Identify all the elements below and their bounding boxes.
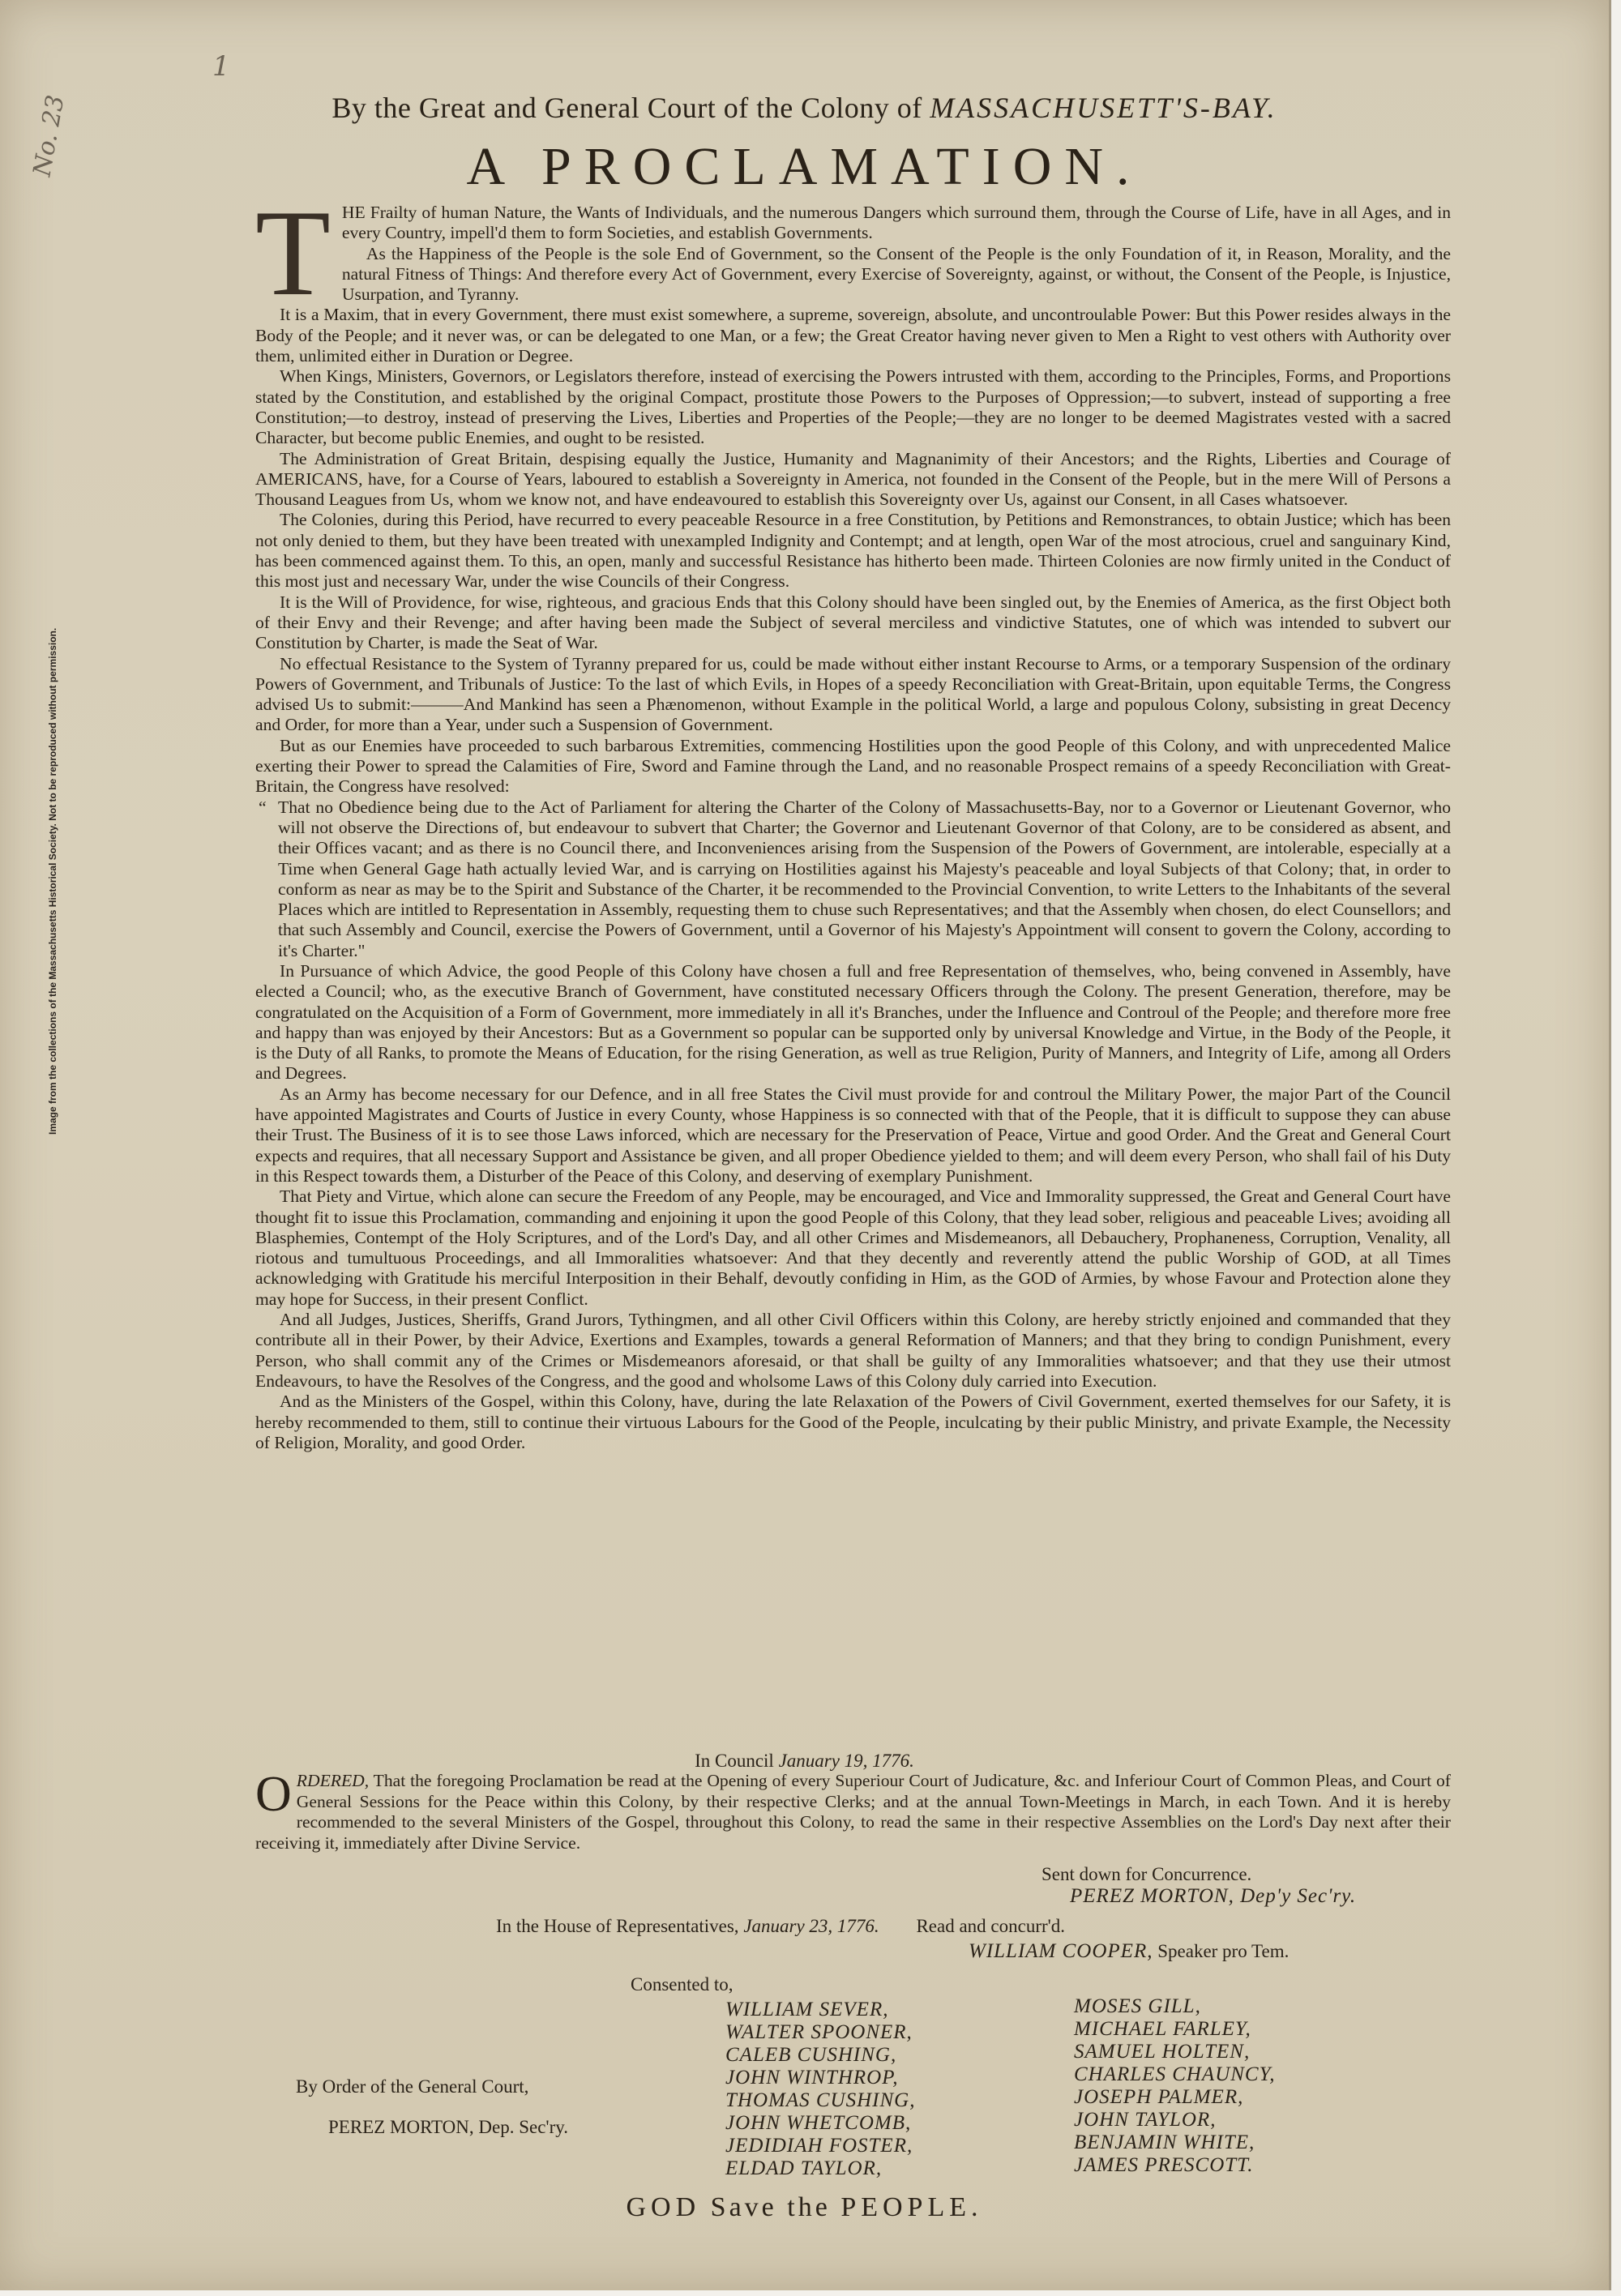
- ordered-drop-cap: O: [255, 1767, 292, 1822]
- council-member: CALEB CUSHING,: [725, 2044, 897, 2066]
- drop-cap: T: [255, 185, 331, 321]
- paragraph: That Piety and Virtue, which alone can secure the Freedom of any People, may be encouraged, and Vice and Immorality suppressed, the Great and General Court have thought fit to issue this Proclamation, commanding and enjoining it upon the good People of this Colony, that they lead sober, religious and peaceable Lives; avoiding all Blasphemies, Contempt of the Holy Scriptures, and of the Lord's Day, and all other Crimes and Misdemeanors, all Debauchery, Prophaneness, Corruption, Venality, all riotous and tumultuous Proceedings, and all Immoralities whatsoever: And that they decently and reverently attend the public Worship of GOD, at all Times acknowledging with Gratitude his merciful Interposition in their Behalf, devoutly confiding in Him, as the GOD of Armies, by whose Favour and Protection alone they may hope for Success, in their present Conflict.: [255, 1186, 1451, 1309]
- motto-god: GOD: [626, 2192, 701, 2222]
- heading-colony: MASSACHUSETT'S-BAY.: [930, 92, 1277, 124]
- page-title: A PROCLAMATION.: [466, 137, 1143, 196]
- council-member: WALTER SPOONER,: [725, 2021, 913, 2043]
- house-date: January 23, 1776.: [743, 1916, 879, 1936]
- ordered-paragraph: [255, 1767, 1451, 1853]
- motto-people: PEOPLE.: [840, 2192, 983, 2222]
- motto-save: Save the: [710, 2192, 831, 2222]
- paragraph: In Pursuance of which Advice, the good People of this Colony have chosen a full and free Representation of themselves, who, being convened in Assembly, have elected a Council; who, as the executive Branch of Government, have constituted necessary Officers through the Colony. The present Generation, therefore, may be congratulated on the Acquisition of a Form of Government, more immediately in all it's Branches, under the Influence and Controul of the People; and therefore more free and happy than was enjoyed by their Ancestors: But as a Government so popular can be supported only by universal Knowledge and Virtue, in the Body of the People, it is the Duty of all Ranks, to promote the Means of Education, for the rising Generation, as well as true Religion, Purity of Manners, and Integrity of Life, among all Orders and Degrees.: [255, 960, 1451, 1084]
- council-date: January 19, 1776.: [778, 1751, 914, 1771]
- council-member: JEDIDIAH FOSTER,: [725, 2135, 913, 2157]
- congress-resolve-quote: “ That no Obedience being due to the Act of Parliament for altering the Charter of the Colony of Massachusetts-Bay, nor to a Governor or Lieutenant Governor, who will not observe the Directions of, but endeavour to subvert that Charter; the Governor and Lieutenant Governor of that Colony, are to be considered as absent, and their Offices vacant; and as there is no Council there, and Inconveniences arising from the Suspension of the Powers of Government, are intolerable, especially at a Time when General Gage hath actually levied War, and is carrying on Hostilities against his Majesty's peaceable and loyal Subjects of that Colony; that, in order to conform as near as may be to the Spirit and Substance of the Charter, it be recommended to the Provincial Convention, to write Letters to the Inhabitants of the several Places which are intitled to Representation in Assembly, requesting them to chuse such Representatives; and that the Assembly when chosen, do elect Counsellors; and that such Assembly and Council, exercise the Powers of Government, until a Governor of his Majesty's Appointment will consent to govern the Colony, according to it's Charter.": [255, 797, 1451, 961]
- house-suffix: Read and concurr'd.: [916, 1916, 1066, 1936]
- speaker-title: Speaker pro Tem.: [1157, 1941, 1290, 1961]
- paragraph: It is a Maxim, that in every Government, there must exist somewhere, a supreme, sovereign, absolute, and uncontroulable Power: But this Power resides always in the Body of the People; and it never was, or can be delegated to one Man, or a few; the Great Creator having never given to Men a Right to vest others with Authority over them, unlimited either in Duration or Degree.: [255, 305, 1451, 366]
- council-member: SAMUEL HOLTEN,: [1074, 2041, 1251, 2063]
- council-date-line: [0, 1751, 1609, 1772]
- paragraph: No effectual Resistance to the System of Tyranny prepared for us, could be made without either instant Recourse to Arms, or a temporary Suspension of the ordinary Powers of Government, and Tribunals of Justice: To the last of which Evils, in Hopes of a speedy Reconciliation with Great-Britain, upon equitable Terms, the Congress advised Us to submit:———And Mankind has seen a Phænomenon, without Example in the political World, a large and populous Colony, subsisting in great Decency and Order, for more than a Year, under such a Suspension of Government.: [255, 653, 1451, 735]
- speaker-name: WILLIAM COOPER,: [969, 1940, 1153, 1962]
- consented-line: Consented to,: [631, 1974, 734, 1995]
- paragraph: And all Judges, Justices, Sheriffs, Grand Jurors, Tythingmen, and all other Civil Officers within this Colony, are hereby strictly enjoined and commanded that they contribute all in their Power, by their Advice, Exertions and Examples, towards a general Reformation of Manners; and that they bring to condign Punishment, every Person, who shall commit any of the Crimes or Misdemeanors aforesaid, or that shall be guilty of any Immoralities whatsoever; and that they use their utmost Endeavours, to have the Resolves of the Congress, and the good and wholsome Laws of this Colony duly carried into Execution.: [255, 1310, 1451, 1391]
- by-order-line: By Order of the General Court,: [296, 2076, 529, 2097]
- closing-motto: [0, 2192, 1609, 2223]
- council-member: THOMAS CUSHING,: [725, 2089, 916, 2111]
- proclamation-body: [255, 185, 1451, 1453]
- council-member: MOSES GILL,: [1074, 1995, 1201, 2017]
- secretary-signature-2: PEREZ MORTON, Dep. Sec'ry.: [328, 2117, 568, 2137]
- paragraph: The Administration of Great Britain, despising equally the Justice, Humanity and Magnanimity of their Ancestors; and the Rights, Liberties and Courage of AMERICANS, have, for a Course of Years, laboured to establish a Sovereignty in America, not founded in the Consent of the People, but in the mere Will of Persons a Thousand Leagues from Us, whom we know not, and have endeavoured to establish this Sovereignty over Us, against our Consent, in all Cases whatsoever.: [255, 448, 1451, 510]
- council-names-left: [725, 1999, 915, 2180]
- house-prefix: In the House of Representatives,: [496, 1916, 739, 1936]
- paragraph: When Kings, Ministers, Governors, or Legislators therefore, instead of exercising the Powers intrusted with them, according to the Principles, Forms, and Proportions stated by the Constitution, and established by the original Compact, prostitute those Powers to the Purposes of Oppression;—to subvert, instead of supporting a free Constitution;—to destroy, instead of preserving the Lives, Liberties and Properties of the People;—they are no longer to be deemed Magistrates vested with a sacred Character, but become public Enemies, and ought to be resisted.: [255, 366, 1451, 448]
- house-line: [496, 1916, 1065, 1937]
- paragraph: And as the Ministers of the Gospel, within this Colony, have, during the late Relaxation of the Powers of Civil Government, exerted themselves for our Safety, it is hereby recommended to them, still to continue their virtuous Labours for the Good of the People, inculcating by their public Ministry, and private Example, the Necessity of Religion, Morality, and good Order.: [255, 1392, 1451, 1452]
- council-member: MICHAEL FARLEY,: [1074, 2018, 1251, 2040]
- council-member: ELDAD TAYLOR,: [725, 2157, 883, 2179]
- council-names-right: [1074, 1995, 1275, 2177]
- council-member: JOHN TAYLOR,: [1074, 2109, 1217, 2131]
- paragraph: The Colonies, during this Period, have recurred to every peaceable Resource in a free Constitution, by Petitions and Remonstrances, to obtain Justice; which has been not only denied to them, but they have been treated with unexampled Indignity and Contempt; and at length, open War of the most atrocious, cruel and sanguinary Kind, has been commenced against them. To this, an open, manly and successful Resistance has hitherto been made. Thirteen Colonies are now firmly united in the Conduct of this most just and necessary War, under the wise Councils of their Congress.: [255, 510, 1451, 592]
- council-member: JAMES PRESCOTT.: [1074, 2154, 1254, 2176]
- ordered-text: That the foregoing Proclamation be read at the Opening of every Superiour Court of Judicature, &c. and Inferiour Court of Common Pleas, and Court of General Sessions for the Peace within this Colony, by their respective Clerks; and at the annual Town-Meetings in March, in each Town. And it is hereby recommended to the several Ministers of the Gospel, throughout this Colony, to read the same in their respective Assemblies on the Lord's Day next after their receiving it, immediately after Divine Service.: [255, 1771, 1451, 1853]
- marginal-mark-top: 1: [212, 50, 230, 83]
- side-credit: Image from the collections of the Massachusetts Historical Society. Not to be reproduced without permission.: [47, 627, 58, 1135]
- council-member: JOHN WHETCOMB,: [725, 2112, 912, 2134]
- opening-text: HE Frailty of human Nature, the Wants of Individuals, and the numerous Dangers which surround them, through the Course of Life, have in all Ages, and in every Country, impell'd them to form Societies, and establish Governments.: [341, 203, 1451, 243]
- speaker-line: [969, 1940, 1289, 1963]
- council-member: JOSEPH PALMER,: [1074, 2086, 1244, 2108]
- council-member: BENJAMIN WHITE,: [1074, 2131, 1255, 2153]
- sent-down-line: Sent down for Concurrence.: [1041, 1864, 1252, 1884]
- marginal-number-left: No. 23: [28, 92, 71, 179]
- council-member: WILLIAM SEVER,: [725, 1999, 889, 2020]
- ordered-word: RDERED,: [296, 1771, 370, 1790]
- council-label: In Council: [695, 1751, 774, 1771]
- paragraph: As the Happiness of the People is the sole End of Government, so the Consent of the People is the only Foundation of it, in Reason, Morality, and the natural Fitness of Things: And therefore every Act of Government, every Exercise of Sovereignty, against, or without, the Consent of the People, is Injustice, Usurpation, and Tyranny.: [341, 243, 1451, 305]
- council-member: CHARLES CHAUNCY,: [1074, 2063, 1276, 2085]
- heading-prefix: By the Great and General Court of the Colony of: [331, 92, 922, 124]
- council-member: JOHN WINTHROP,: [725, 2067, 899, 2089]
- secretary-signature-1: PEREZ MORTON, Dep'y Sec'ry.: [1070, 1885, 1357, 1907]
- paragraph: As an Army has become necessary for our Defence, and in all free States the Civil must provide for and controul the Military Power, the major Part of the Council have appointed Magistrates and Courts of Justice in every County, whose Happiness is so connected with that of the People, that it is difficult to suppose they can abuse their Trust. The Business of it is to see those Laws inforced, which are necessary for the Preservation of Peace, Virtue and good Order. And the Great and General Court expects and requires, that all necessary Support and Assistance be given, and all proper Obedience yielded to them; and will deem every Person, who shall fail of his Duty in this Respect towards them, a Disturber of the Peace of this Colony, and deserving of exemplary Punishment.: [255, 1084, 1451, 1186]
- heading: [0, 91, 1609, 125]
- paragraph: It is the Will of Providence, for wise, righteous, and gracious Ends that this Colony should have been singled out, by the Enemies of America, as the first Object both of their Envy and their Revenge; and after having been made the Subject of several merciless and vindictive Statutes, one of which was intended to subvert our Constitution by Charter, is made the Seat of War.: [255, 592, 1451, 653]
- paragraph: But as our Enemies have proceeded to such barbarous Extremities, commencing Hostilities upon the good People of this Colony, and with unprecedented Malice exerting their Power to spread the Calamities of Fire, Sword and Famine through the Land, and no reasonable Prospect remains of a speedy Reconciliation with Great-Britain, the Congress have resolved:: [255, 735, 1451, 797]
